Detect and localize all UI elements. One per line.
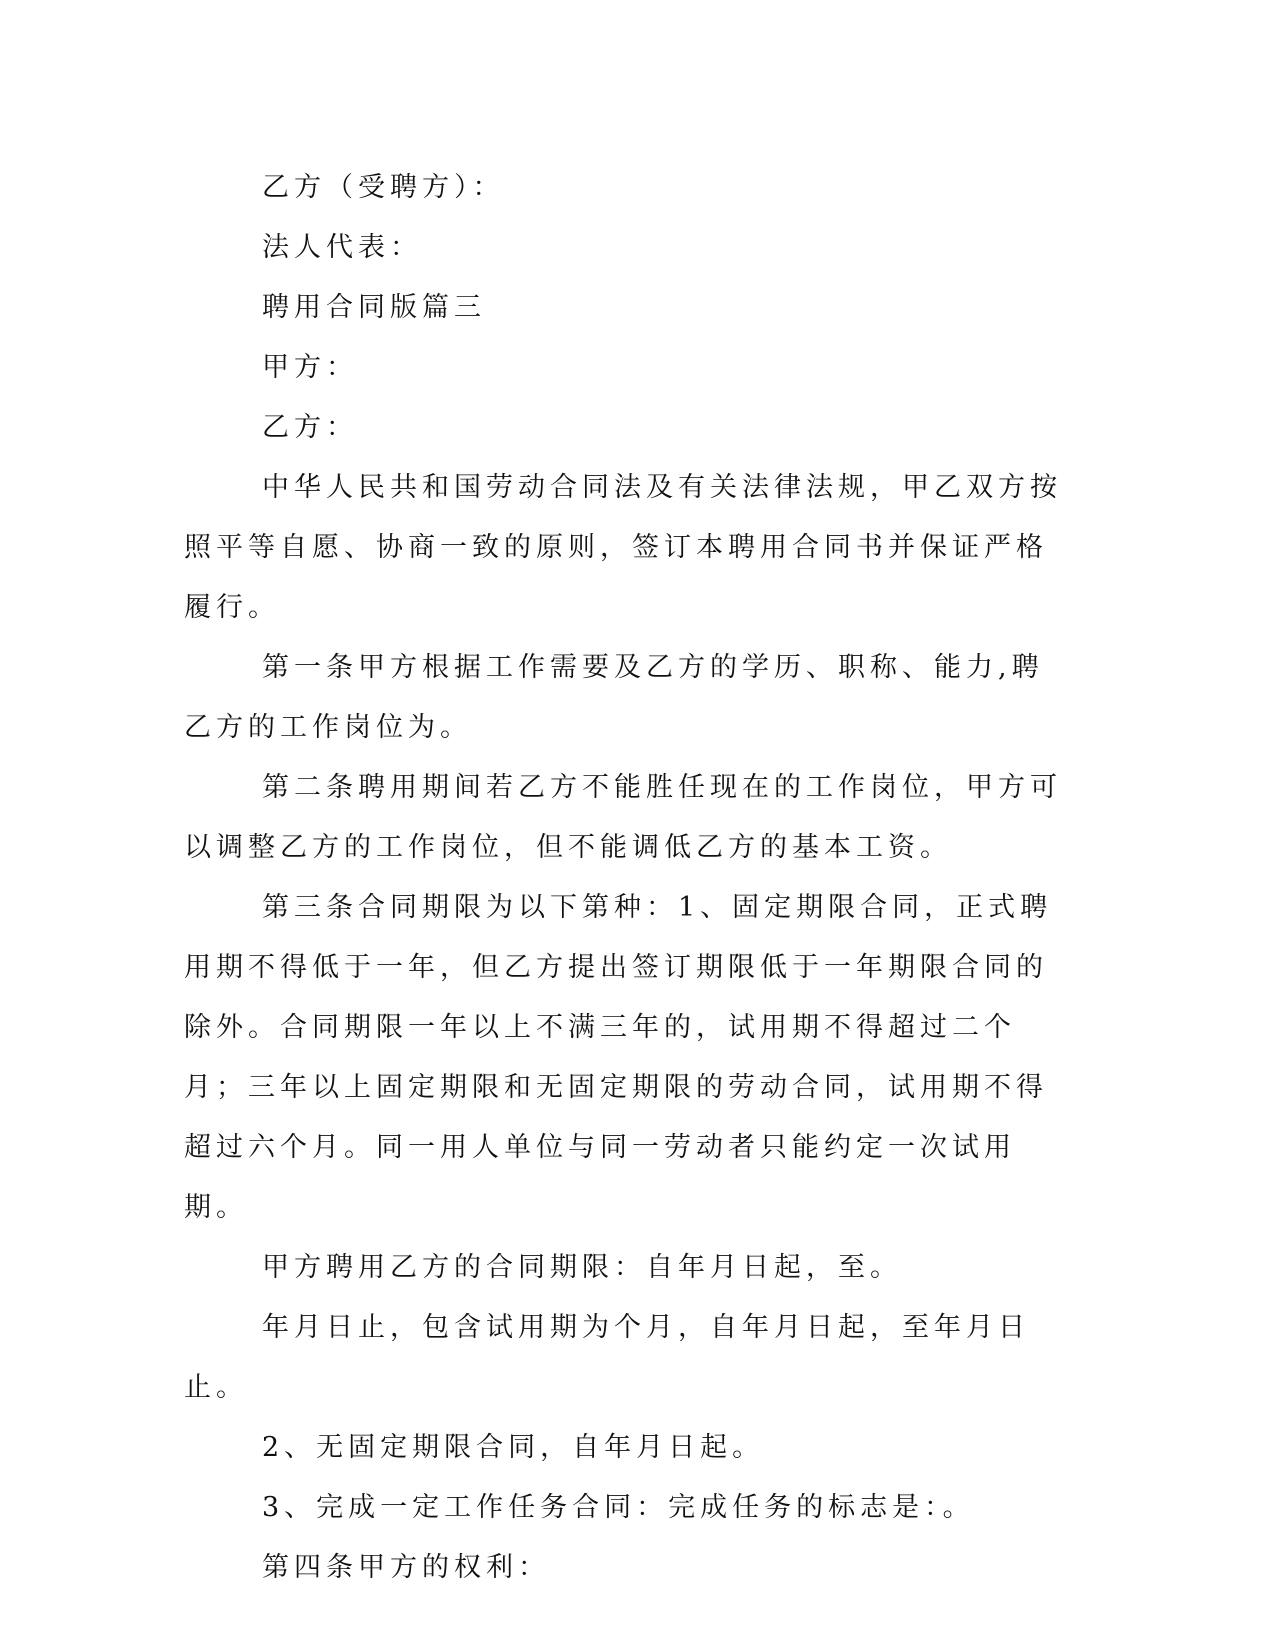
paragraph-task-contract: 3、完成一定工作任务合同：完成任务的标志是：。 <box>262 1492 975 1523</box>
paragraph-article-4: 第四条甲方的权利： <box>262 1552 550 1583</box>
paragraph-article-1: 第一条甲方根据工作需要及乙方的学历、职称、能力,聘乙方的工作岗位为。 <box>184 652 1044 743</box>
paragraph-section-title: 聘用合同版篇三 <box>262 292 486 323</box>
paragraph-party-a: 甲方： <box>262 352 358 383</box>
paragraph-article-3: 第三条合同期限为以下第种：1、固定期限合同，正式聘用期不得低于一年，但乙方提出签订期限低于一年期限合同的除外。合同期限一年以上不满三年的，试用期不得超过二个月；三年以上固定期限和无固定期限的劳动合同，试用期不得超过六个月。同一用人单位与同一劳动者只能约定一次试用期。 <box>184 892 1053 1223</box>
paragraph-open-ended-contract: 2、无固定期限合同，自年月日起。 <box>262 1432 765 1463</box>
paragraph-article-2: 第二条聘用期间若乙方不能胜任现在的工作岗位，甲方可以调整乙方的工作岗位，但不能调低乙方的基本工资。 <box>184 772 1062 863</box>
document-body <box>184 158 1064 1598</box>
paragraph-party-b-header: 乙方（受聘方）： <box>262 172 505 203</box>
paragraph-probation-term: 年月日止，包含试用期为个月，自年月日起，至年月日止。 <box>184 1312 1030 1403</box>
paragraph-preamble: 中华人民共和国劳动合同法及有关法律法规，甲乙双方按照平等自愿、协商一致的原则，签订本聘用合同书并保证严格履行。 <box>184 472 1062 623</box>
paragraph-legal-representative: 法人代表： <box>262 232 422 263</box>
paragraph-contract-term: 甲方聘用乙方的合同期限：自年月日起，至。 <box>262 1252 902 1283</box>
paragraph-party-b: 乙方： <box>262 412 358 443</box>
